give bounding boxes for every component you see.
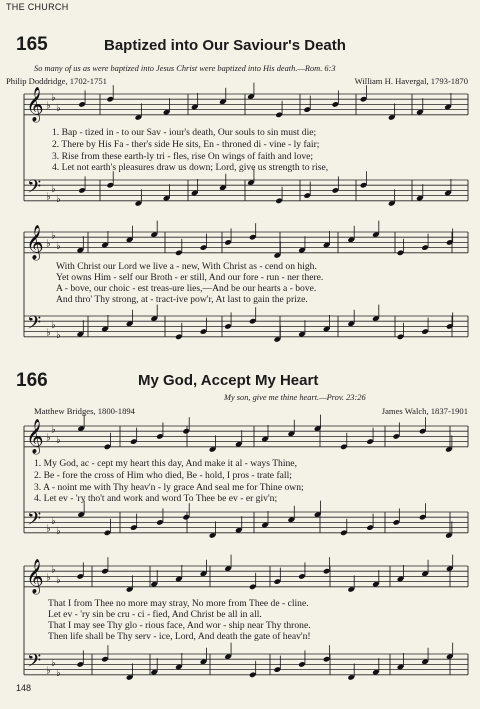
hymn-165-s1-verse-3: 3. Rise from these earth-ly tri - fles, rise On wings of faith and love;: [52, 151, 314, 162]
hymn-165-s1-verse-2: 2. There by His Fa - ther's side He sits, En - throned di - vine - ly fair;: [52, 139, 320, 150]
h165-sys1-key-flat: ♭: [51, 183, 56, 195]
hymn-166-number: 166: [16, 370, 48, 391]
h166-sys1-bass-clef: 𝄢: [27, 509, 42, 534]
h165-sys2-key-flat: ♭: [56, 330, 61, 342]
h166-sys2-bass-clef: 𝄢: [27, 651, 42, 676]
hymn-166-s2-verse-1: That I from Thee no more may stray, No more from Thee de - cline.: [48, 598, 309, 609]
h165-sys2-bass-clef: 𝄢: [27, 313, 42, 338]
h165-sys2-key-flat: ♭: [51, 230, 56, 242]
h166-sys1-key-flat: ♭: [51, 424, 56, 436]
hymn-166-author: Matthew Bridges, 1800-1894: [34, 406, 135, 416]
h165-sys2-key-flat: ♭: [46, 327, 51, 339]
page-number: 148: [16, 683, 32, 693]
h165-sys1-bass-clef: 𝄢: [27, 177, 42, 202]
h165-sys2-key-flat: ♭: [46, 238, 51, 250]
hymn-166-s1-verse-2: 2. Be - fore the cross of Him who died, Be - hold, I pros - trate fall;: [34, 470, 292, 481]
hymn-165-author: Philip Doddridge, 1702-1751: [6, 76, 107, 86]
hymn-165-number: 165: [16, 34, 48, 55]
hymn-166-s1-verse-3: 3. A - noint me with Thy heav'n - ly grace And seal me for Thine own;: [34, 482, 304, 493]
hymn-165-composer: William H. Havergal, 1793-1870: [354, 76, 468, 86]
h166-sys2-key-flat: ♭: [46, 665, 51, 677]
hymn-165-s2-verse-4: And thro' Thy strong, at - tract-ive pow'r, At last to gain the prize.: [56, 294, 308, 305]
h166-sys2-key-flat: ♭: [51, 657, 56, 669]
hymn-165-s2-verse-2: Yet owns Him - self our Broth - er still, And our fore - run - ner there.: [56, 272, 324, 283]
h166-sys1-treble-clef: 𝄞: [26, 419, 44, 454]
hymn-166-title: My God, Accept My Heart: [138, 372, 319, 389]
hymn-166-s1-verse-1: 1. My God, ac - cept my heart this day, And make it al - ways Thine,: [34, 458, 297, 469]
section-header: THE CHURCH: [6, 2, 69, 12]
h165-sys1-key-flat: ♭: [46, 191, 51, 203]
h166-sys2-key-flat: ♭: [56, 575, 61, 586]
hymn-166-s1-verse-4: 4. Let ev - 'ry tho't and work and word To Thee be ev - er giv'n;: [34, 493, 278, 504]
h166-sys1-key-flat: ♭: [56, 435, 61, 446]
hymn-166-s2-verse-3: That I may see Thy glo - rious face, And wor - ship near Thy throne.: [48, 620, 311, 631]
hymn-165-s2-verse-3: A - bove, our choic - est treas-ure lies,—And be our hearts a - bove.: [56, 283, 317, 294]
hymn-165-title: Baptized into Our Saviour's Death: [104, 37, 346, 54]
h166-sys2-treble-clef: 𝄞: [26, 559, 44, 594]
h166-sys1-key-flat: ♭: [46, 432, 51, 444]
hymn-165-s1-verse-1: 1. Bap - tized in - to our Sav - iour's death, Our souls to sin must die;: [52, 127, 317, 138]
hymn-165-s1-verse-4: 4. Let not earth's pleasures draw us down; Lord, give us strength to rise,: [52, 162, 329, 173]
hymn-166-s2-verse-2: Let ev - 'ry sin be cru - ci - fied, And Christ be all in all.: [48, 609, 262, 620]
hymn-165-s2-verse-1: With Christ our Lord we live a - new, With Christ as - cend on high.: [56, 261, 317, 272]
h165-sys1-key-flat: ♭: [56, 103, 61, 114]
h165-sys1-key-flat: ♭: [56, 194, 61, 206]
h165-sys2-key-flat: ♭: [56, 241, 61, 252]
h165-sys2-treble-clef: 𝄞: [26, 225, 44, 260]
hymn-166-scripture: My son, give me thine heart.—Prov. 23:26: [224, 393, 366, 402]
h166-sys1-key-flat: ♭: [56, 526, 61, 538]
hymn-166-composer: James Walch, 1837-1901: [381, 406, 468, 416]
h165-sys2-key-flat: ♭: [51, 319, 56, 331]
h166-sys1-key-flat: ♭: [51, 515, 56, 527]
h165-sys1-treble-clef: 𝄞: [26, 87, 44, 122]
hymn-166-s2-verse-4: Then life shall be Thy serv - ice, Lord, And death the gate of heav'n!: [48, 631, 311, 642]
h166-sys1-key-flat: ♭: [46, 523, 51, 535]
hymn-165-scripture: So many of us as were baptized into Jesus Christ were baptized into His death.—Rom. 6:3: [34, 64, 336, 73]
h166-sys2-key-flat: ♭: [51, 564, 56, 576]
h166-sys2-key-flat: ♭: [56, 668, 61, 680]
h166-sys2-key-flat: ♭: [46, 572, 51, 584]
h165-sys1-key-flat: ♭: [51, 92, 56, 104]
h165-sys1-key-flat: ♭: [46, 100, 51, 112]
